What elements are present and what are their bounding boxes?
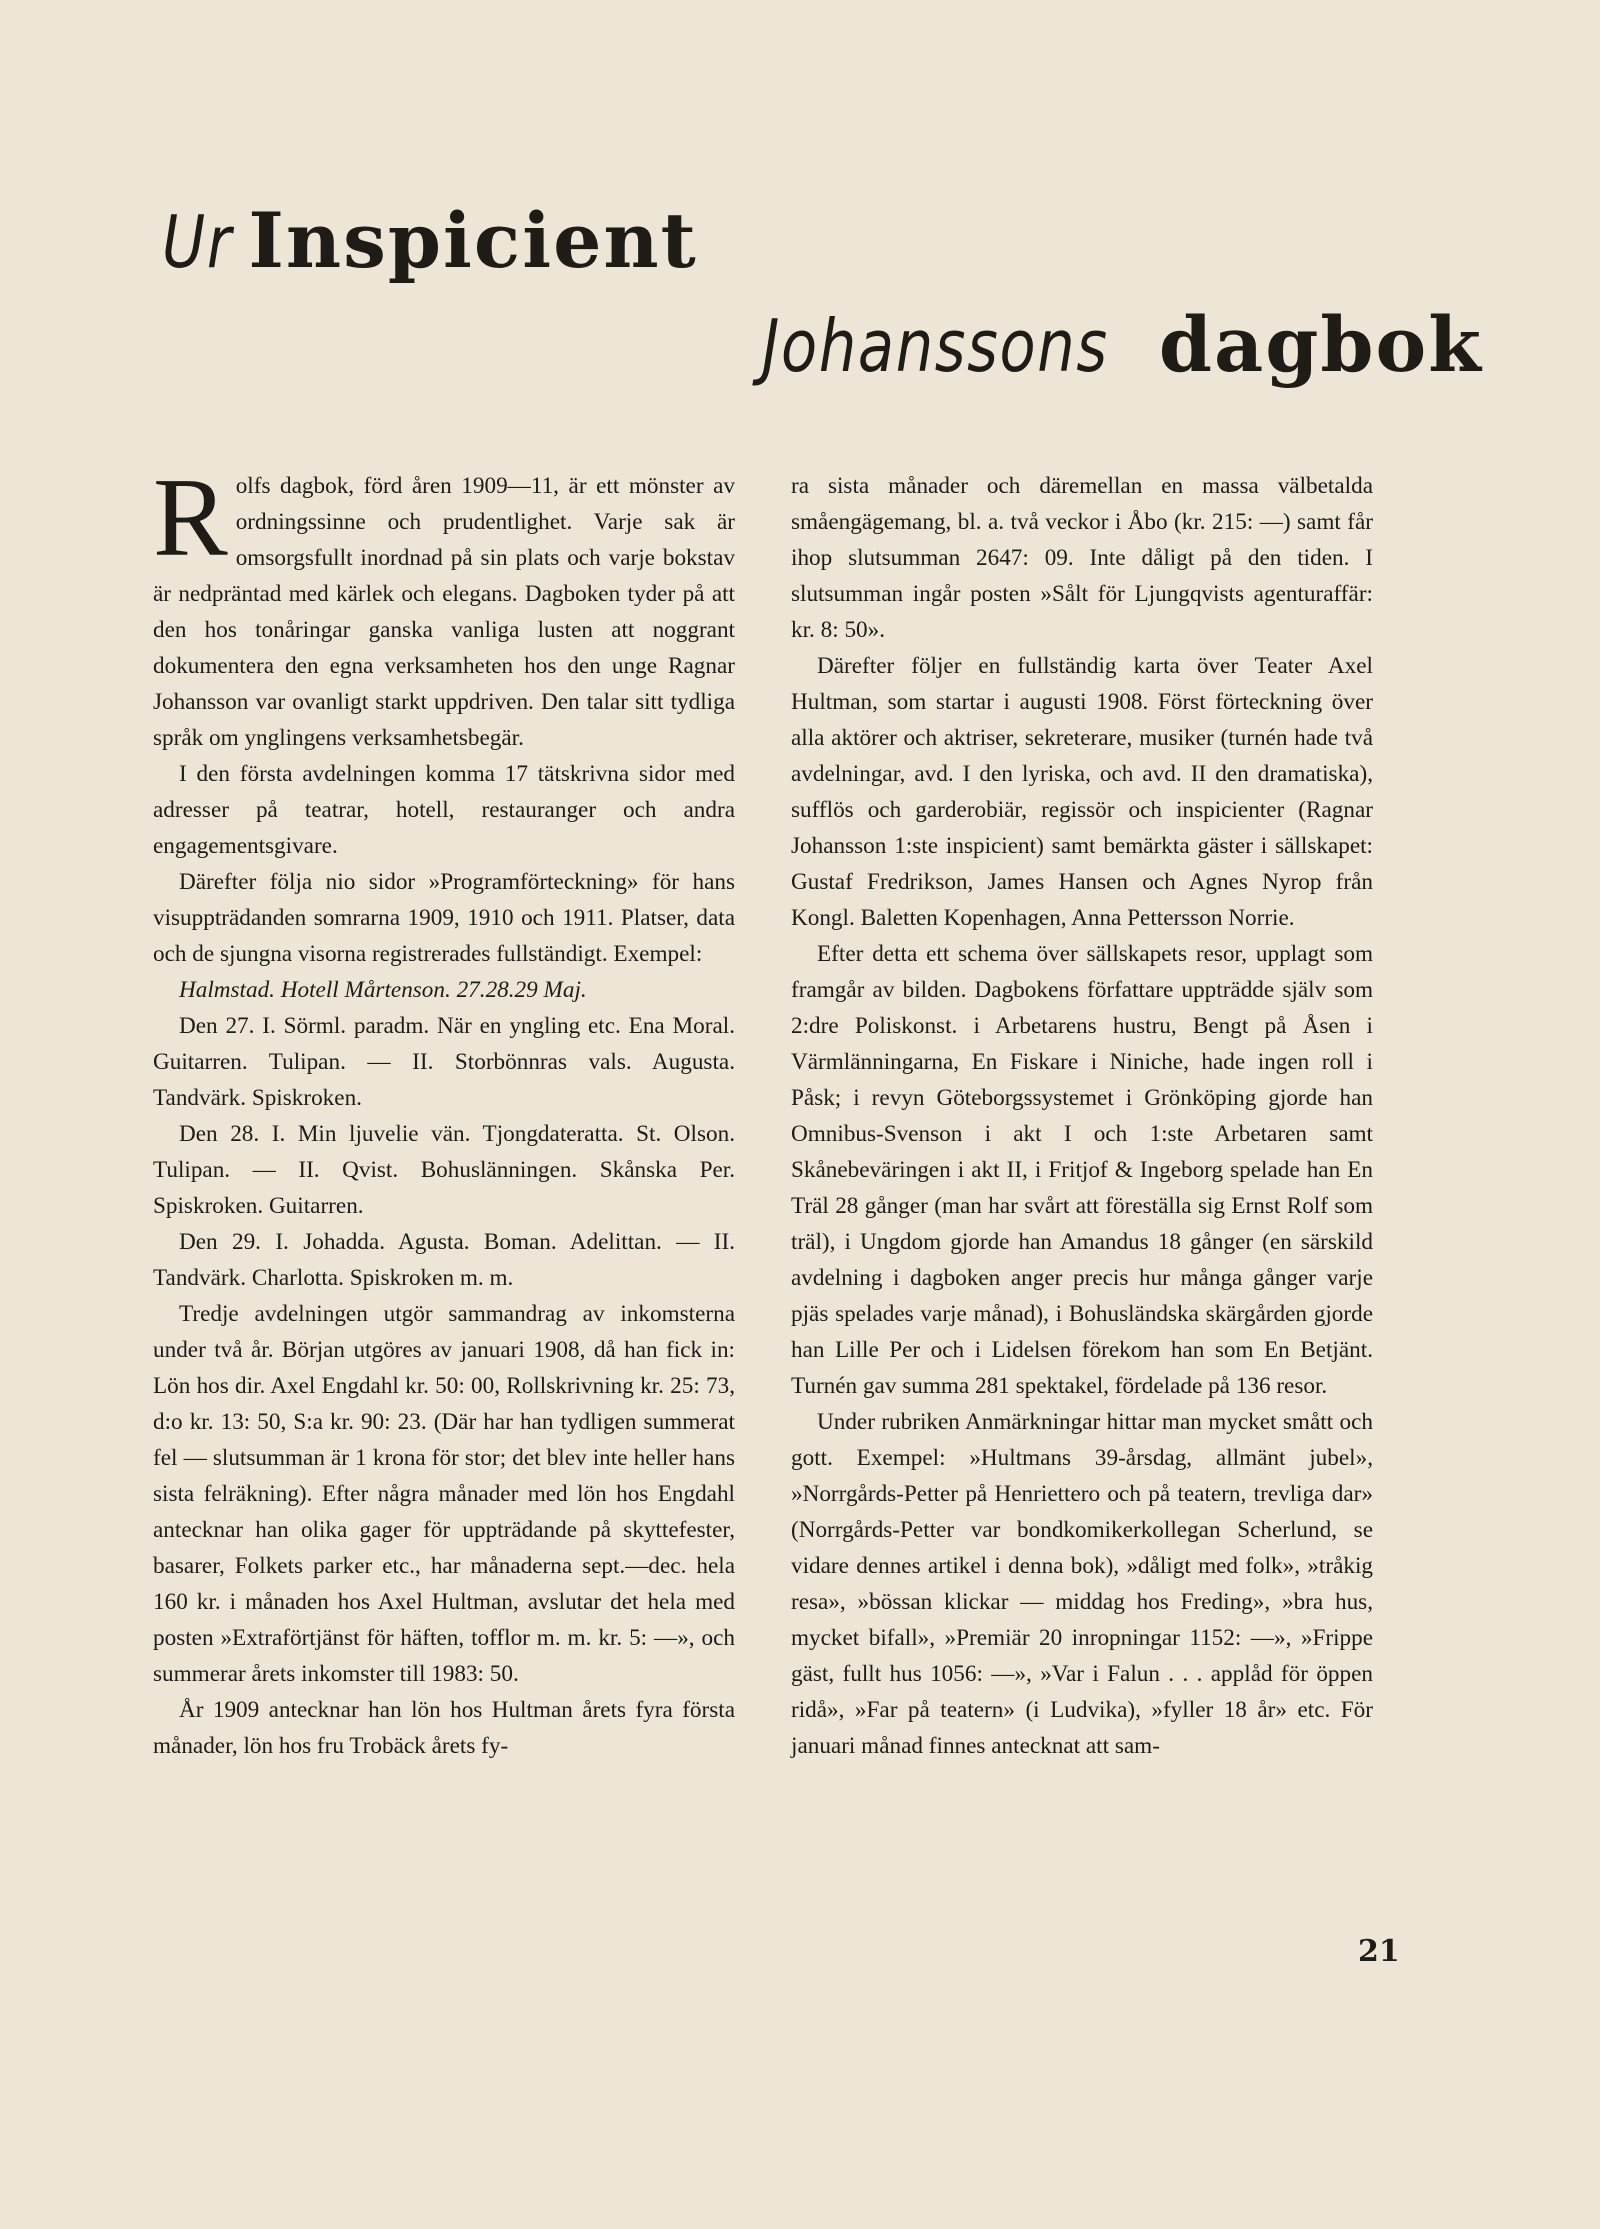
paragraph: I den första avdelningen komma 17 tätskrivna sidor med adresser på teatrar, hotell, restauranger och andra engagementsgivare. (153, 761, 735, 859)
title-line-2 (762, 300, 1483, 389)
paragraph: År 1909 antecknar han lön hos Hultman årets fyra första månader, lön hos fru Trobäck årets fy- (153, 1697, 735, 1759)
paragraph-text: olfs dagbok, förd åren 1909—11, är ett mönster av ordningssinne och prudentlighet. Varje sak är omsorgsfullt inordnad på sin plats och varje bokstav är nedpräntad med kärlek och elegans. Dagboken tyder på att den hos tonåringar ganska vanliga lusten att noggrant dokumentera den egna verksamheten hos den unge Ragnar Johansson var ovanligt starkt uppdriven. Den talar sitt tydliga språk om ynglingens verksamhetsbegär. (153, 473, 735, 751)
paragraph: Den 28. I. Min ljuvelie vän. Tjongdateratta. St. Olson. Tulipan. — II. Qvist. Bohuslänningen. Skånska Per. Spiskroken. Guitarren. (153, 1121, 735, 1219)
title-word-inspicient: Inspicient (248, 196, 698, 285)
paragraph: ra sista månader och däremellan en massa välbetalda småengägemang, bl. a. två veckor i Åbo (kr. 215: —) samt får ihop slutsumman 2647: 09. Inte dåligt på den tiden. I slutsumman ingår posten »Sålt för Ljungqvists agenturaffär: kr. 8: 50». (791, 473, 1373, 643)
article-column-right (791, 468, 1373, 1764)
title-word-dagbok: dagbok (1158, 300, 1483, 389)
paragraph: Därefter följer en fullständig karta över Teater Axel Hultman, som startar i augusti 1908. Först förteckning över alla aktörer och aktriser, sekreterare, musiker (turnén hade två avdelningar, avd. I den lyriska, och avd. II den dramatiska), sufflös och garderobiär, regissör och inspicienter (Ragnar Johansson 1:ste inspicient) samt bemärkta gäster i sällskapet: Gustaf Fredrikson, James Hansen och Agnes Nyrop från Kongl. Baletten Kopenhagen, Anna Pettersson Norrie. (791, 653, 1373, 931)
paragraph (153, 972, 735, 1008)
place-name: Halmstad. Hotell Mårtenson. 27.28.29 Maj. (179, 977, 587, 1003)
paragraph: Den 29. I. Johadda. Agusta. Boman. Adelittan. — II. Tandvärk. Charlotta. Spiskroken m. m. (153, 1229, 735, 1291)
page-number: 21 (1358, 1934, 1400, 1969)
paragraph (153, 456, 735, 756)
paragraph: Den 27. I. Sörml. paradm. När en yngling etc. Ena Moral. Guitarren. Tulipan. — II. Storbönnras vals. Augusta. Tandvärk. Spiskroken. (153, 1013, 735, 1111)
article-column-left (153, 456, 735, 1764)
title-word-ur: Ur (162, 200, 233, 284)
paragraph: Efter detta ett schema över sällskapets resor, upplagt som framgår av bilden. Dagbokens författare uppträdde själv som 2:dre Poliskonst. i Arbetarens hustru, Bengt på Åsen i Värmlänningarna, En Fiskare i Niniche, hade ingen roll i Påsk; i revyn Göteborgssystemet i Grönköping gjorde han Omnibus-Svenson i akt I och 1:ste Arbetaren samt Skånebeväringen i akt II, i Fritjof & Ingeborg spelade han En Träl 28 gånger (man har svårt att föreställa sig Ernst Rolf som träl), i Ungdom gjorde han Amandus 18 gånger (en särskild avdelning i dagboken anger precis hur många gånger varje pjäs spelades varje månad), i Bohusländska skärgården gjorde han Lille Per och i Lidelsen förekom han som En Betjänt. Turnén gav summa 281 spektakel, fördelade på 136 resor. (791, 941, 1373, 1399)
title-word-johanssons: Johanssons (762, 304, 1109, 388)
drop-cap: R (153, 456, 228, 580)
title-line-1 (162, 196, 698, 285)
paragraph: Under rubriken Anmärkningar hittar man mycket smått och gott. Exempel: »Hultmans 39-årsdag, allmänt jubel», »Norrgårds-Petter på Henriettero och på teatern, trevliga dar» (Norrgårds-Petter var bondkomikerkollegan Scherlund, se vidare dennes artikel i denna bok), »dåligt med folk», »tråkig resa», »bössan klickar — middag hos Freding», »bra hus, mycket bifall», »Premiär 20 inropningar 1152: —», »Frippe gäst, fullt hus 1056: —», »Var i Falun . . . applåd för öppen ridå», »Far på teatern» (i Ludvika), »fyller 18 år» etc. För januari månad finnes antecknat att sam- (791, 1409, 1373, 1759)
paragraph: Tredje avdelningen utgör sammandrag av inkomsterna under två år. Början utgöres av januari 1908, då han fick in: Lön hos dir. Axel Engdahl kr. 50: 00, Rollskrivning kr. 25: 73, d:o kr. 13: 50, S:a kr. 90: 23. (Där har han tydligen summerat fel — slutsumman är 1 krona för stor; det blev inte heller hans sista felräkning). Efter några månader med lön hos Engdahl antecknar han olika gager för uppträdande på skyttefester, basarer, Folkets parker etc., har månaderna sept.—dec. hela 160 kr. i månaden hos Axel Hultman, avslutar det hela med posten »Extraförtjänst för häften, tofflor m. m. kr. 5: —», och summerar årets inkomster till 1983: 50. (153, 1301, 735, 1687)
paragraph: Därefter följa nio sidor »Programförteckning» för hans visuppträdanden somrarna 1909, 1910 och 1911. Platser, data och de sjungna visorna registrerades fullständigt. Exempel: (153, 869, 735, 967)
